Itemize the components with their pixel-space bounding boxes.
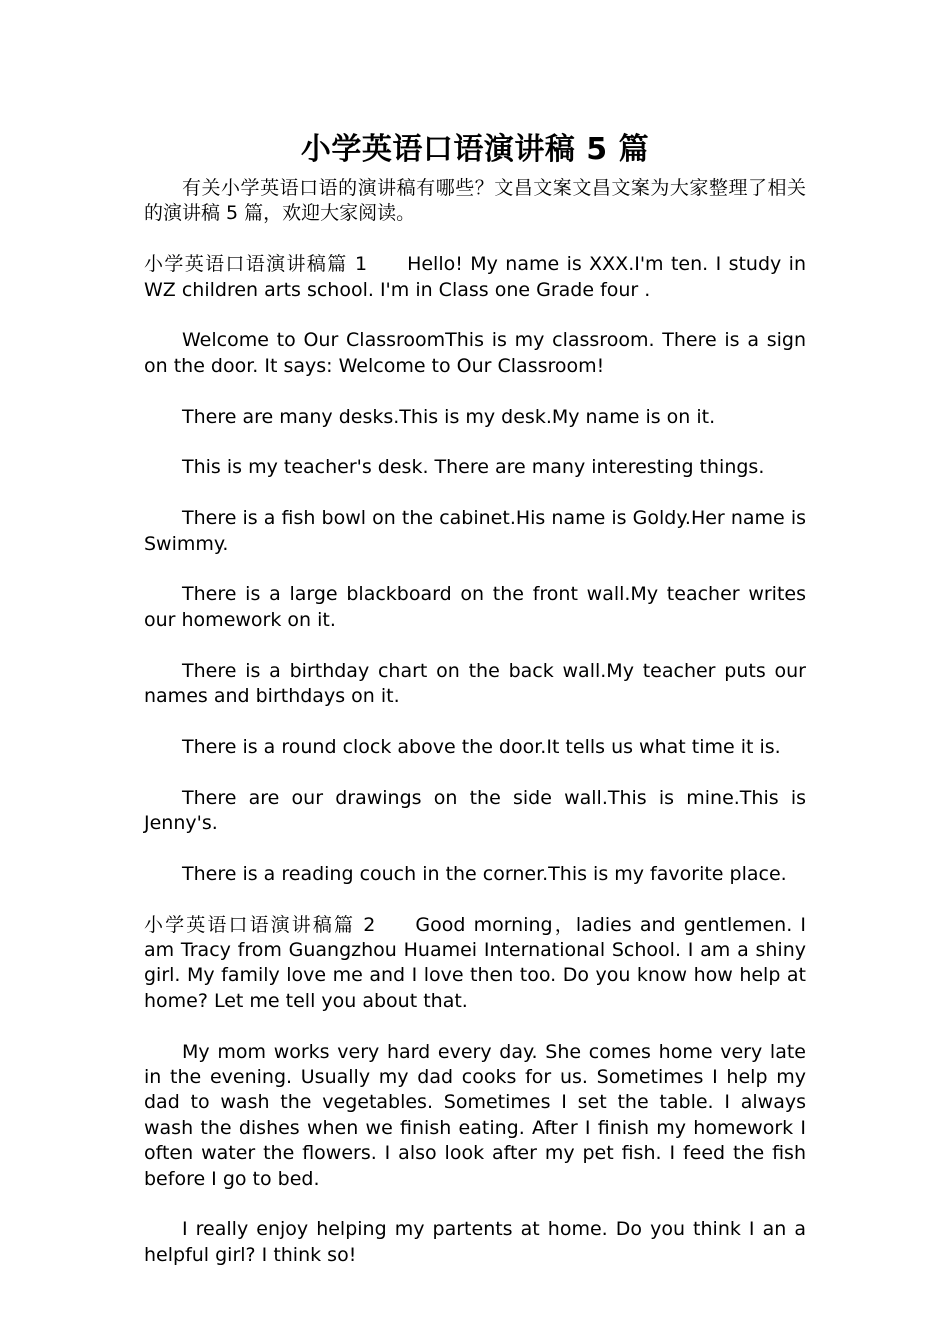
intro-paragraph: 有关小学英语口语的演讲稿有哪些？文昌文案文昌文案为大家整理了相关的演讲稿 5 篇，欢迎大家阅读。 [144, 177, 806, 225]
section-1-paragraph: There is a round clock above the door.It tells us what time it is. [182, 735, 781, 758]
section-2-paragraph: My mom works very hard every day. She comes home very late in the evening. Usually my dad cooks for us. Sometimes I help my dad to wash the vegetables. Sometimes I set the table. I always wash the dishes when we finish eating. After I finish my homework I often water the flowers. I also look after my pet fish. I feed the fish before I go to bed. [144, 1040, 806, 1190]
section-2-heading: 小学英语口语演讲稿篇 2 [144, 913, 376, 936]
section-1-paragraph: There is a reading couch in the corner.This is my favorite place. [182, 862, 787, 885]
section-1-paragraph: There are many desks.This is my desk.My name is on it. [182, 405, 716, 428]
section-1-paragraph: This is my teacher's desk. There are many interesting things. [182, 456, 765, 479]
document-title: 小学英语口语演讲稿 5 篇 [300, 132, 650, 167]
section-1-paragraph: There is a fish bowl on the cabinet.His name is Goldy.Her name is Swimmy. [144, 507, 806, 555]
section-2-opening [144, 913, 806, 1015]
section-2-first-text: Good morning，ladies and gentlemen. I am Tracy from Guangzhou Huamei International School. I am a shiny girl. My family love me and I love then too. Do you know how help at home? Let me tell you about that. [144, 913, 806, 1012]
section-1-paragraph: Welcome to Our ClassroomThis is my classroom. There is a sign on the door. It says: Welcome to Our Classroom! [144, 329, 806, 377]
section-2-paragraph: I really enjoy helping my partents at home. Do you think I an a helpful girl? I think so! [144, 1218, 806, 1266]
section-1-heading: 小学英语口语演讲稿篇 1 [144, 253, 368, 276]
section-1-first-text: Hello! My name is XXX.I'm ten. I study in WZ children arts school. I'm in Class one Grade four . [144, 253, 806, 301]
section-1-paragraph: There is a large blackboard on the front wall.My teacher writes our homework on it. [144, 583, 806, 631]
section-1-paragraph: There are our drawings on the side wall.This is mine.This is Jenny's. [144, 786, 806, 835]
section-1-paragraph: There is a birthday chart on the back wall.My teacher puts our names and birthdays on it. [144, 659, 806, 708]
document-content [144, 124, 806, 1294]
section-1-opening [144, 252, 806, 303]
